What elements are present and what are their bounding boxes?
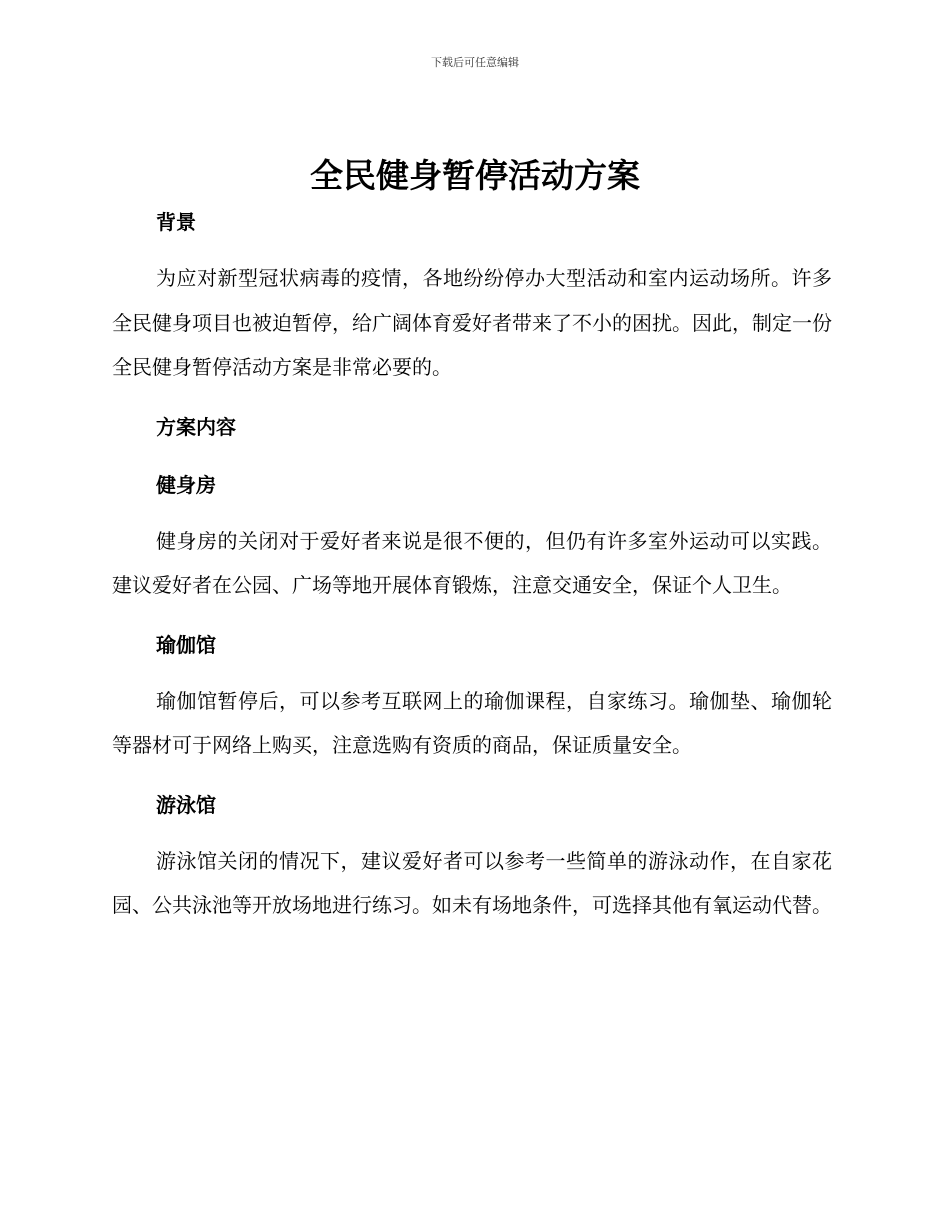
document-title: 全民健身暂停活动方案 <box>310 156 640 195</box>
section-heading-gym: 健身房 <box>156 472 216 497</box>
section-paragraph-background: 为应对新型冠状病毒的疫情，各地纷纷停办大型活动和室内运动场所。许多全民健身项目也被迫暂停，给广阔体育爱好者带来了不小的困扰。因此，制定一份全民健身暂停活动方案是非常必要的。 <box>112 266 832 379</box>
section-paragraph-swim: 游泳馆关闭的情况下，建议爱好者可以参考一些简单的游泳动作，在自家花园、公共泳池等开放场地进行练习。如未有场地条件，可选择其他有氧运动代替。 <box>112 848 832 917</box>
section-heading-plan: 方案内容 <box>156 414 236 439</box>
document-body <box>112 204 832 928</box>
section-paragraph-yoga: 瑜伽馆暂停后，可以参考互联网上的瑜伽课程，自家练习。瑜伽垫、瑜伽轮等器材可于网络上购买，注意选购有资质的商品，保证质量安全。 <box>112 688 832 757</box>
section-paragraph-gym: 健身房的关闭对于爱好者来说是很不便的，但仍有许多室外运动可以实践。建议爱好者在公园、广场等地开展体育锻炼，注意交通安全，保证个人卫生。 <box>112 528 832 597</box>
section-heading-yoga: 瑜伽馆 <box>156 632 216 657</box>
page-header-note: 下载后可任意编辑 <box>431 56 519 69</box>
section-heading-swim: 游泳馆 <box>156 792 216 817</box>
section-heading-background: 背景 <box>156 210 196 234</box>
